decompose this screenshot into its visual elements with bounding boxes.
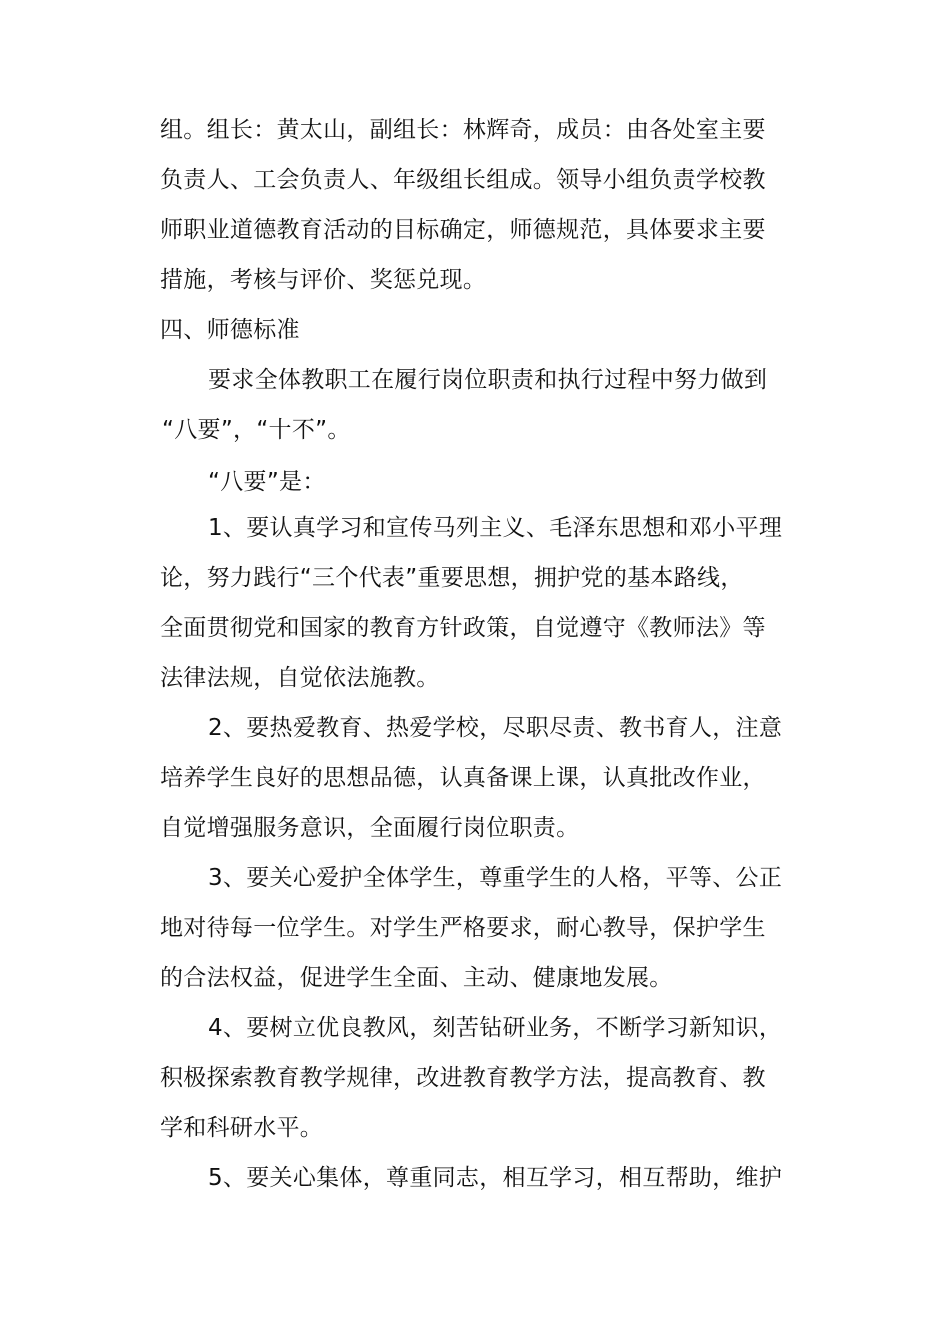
text-line: 5、要关心集体，尊重同志，相互学习，相互帮助，维护 (208, 1165, 783, 1191)
text-line: 地对待每一位学生。对学生严格要求，耐心教导，保护学生 (160, 915, 766, 941)
text-line: 4、要树立优良教风，刻苦钻研业务，不断学习新知识， (208, 1015, 783, 1041)
text-line: “八要”，“十不”。 (162, 417, 351, 443)
text-line: 师职业道德教育活动的目标确定，师德规范，具体要求主要 (160, 217, 766, 243)
text-line: 自觉增强服务意识，全面履行岗位职责。 (160, 815, 580, 841)
text-line: 1、要认真学习和宣传马列主义、毛泽东思想和邓小平理 (208, 515, 783, 541)
text-line: 负责人、工会负责人、年级组长组成。领导小组负责学校教 (160, 167, 766, 193)
text-line: 全面贯彻党和国家的教育方针政策，自觉遵守《教师法》等 (160, 615, 766, 641)
text-line: 措施，考核与评价、奖惩兑现。 (160, 267, 487, 293)
text-line: 2、要热爱教育、热爱学校，尽职尽责、教书育人，注意 (208, 715, 783, 741)
text-line: 培养学生良好的思想品德，认真备课上课，认真批改作业， (160, 765, 766, 791)
text-line: 组。组长：黄太山，副组长：林辉奇，成员：由各处室主要 (160, 117, 766, 143)
text-line: 法律法规，自觉依法施教。 (160, 665, 440, 691)
text-line: 学和科研水平。 (160, 1115, 324, 1141)
text-line: 3、要关心爱护全体学生，尊重学生的人格，平等、公正 (208, 865, 783, 891)
text-line: 要求全体教职工在履行岗位职责和执行过程中努力做到 (208, 367, 768, 393)
text-line: “八要”是： (208, 469, 326, 495)
text-line: 的合法权益，促进学生全面、主动、健康地发展。 (160, 965, 673, 991)
section-heading: 四、师德标准 (160, 317, 300, 343)
text-line: 积极探索教育教学规律，改进教育教学方法，提高教育、教 (160, 1065, 766, 1091)
text-line: 论，努力践行“三个代表”重要思想，拥护党的基本路线， (160, 565, 744, 591)
